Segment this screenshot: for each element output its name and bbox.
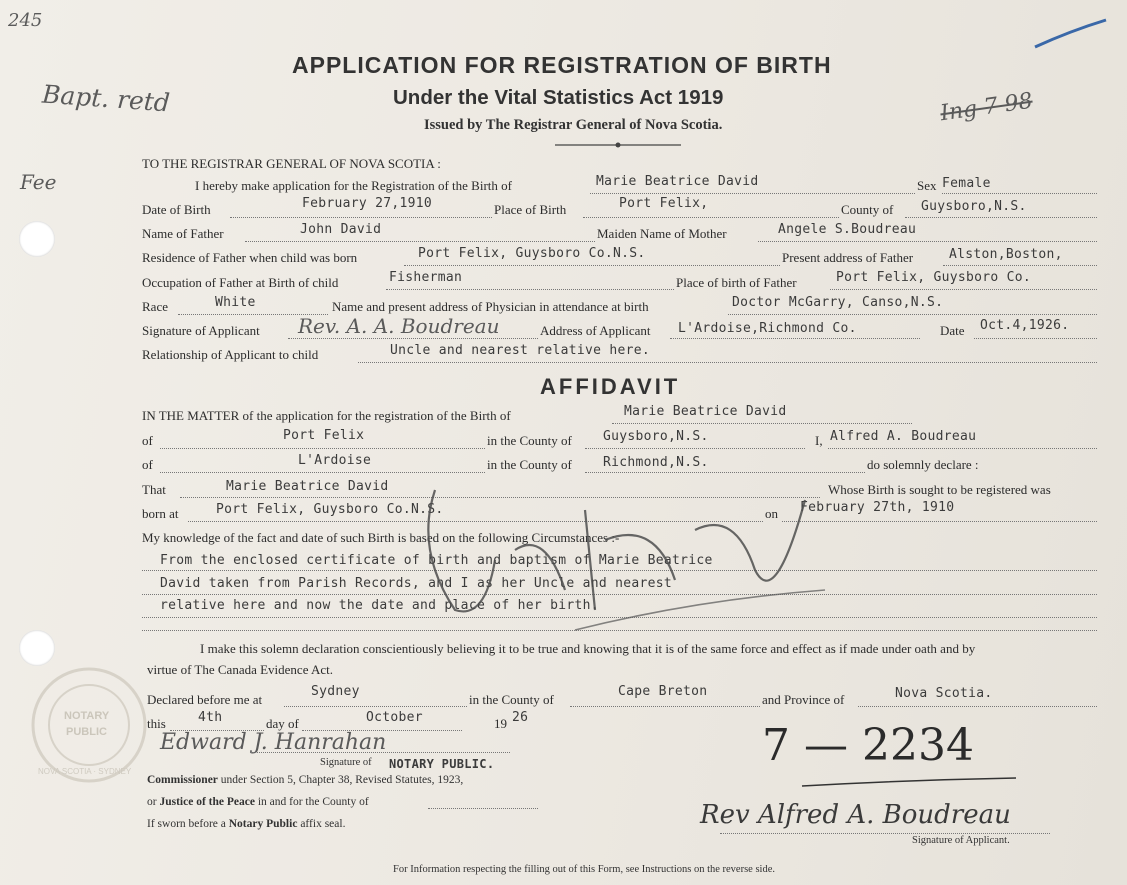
county2-label: in the County of [487, 457, 572, 472]
this-label: this [147, 716, 166, 731]
county3-label: in the County of [469, 692, 554, 707]
father-value: John David [300, 222, 382, 237]
that-name: Marie Beatrice David [226, 479, 389, 494]
present-address-value: Alston,Boston, [949, 247, 1063, 262]
seal-text-1: NOTARY [64, 710, 110, 722]
county1-value: Guysboro,N.S. [603, 429, 709, 444]
residence-value: Port Felix, Guysboro Co.N.S. [418, 246, 646, 261]
physician-value: Doctor McGarry, Canso,N.S. [732, 295, 944, 310]
relationship-label: Relationship of Applicant to child [142, 347, 319, 362]
on-label: on [765, 506, 778, 521]
child-name: Marie Beatrice David [596, 174, 759, 189]
matter-label: IN THE MATTER of the application for the registration of the Birth of [142, 408, 511, 423]
mother-value: Angele S.Boudreau [778, 222, 917, 237]
jp-rest: in and for the County of [257, 796, 369, 808]
born-at-label: born at [142, 506, 179, 521]
circumstance-line-2: David taken from Parish Records, and I as her Uncle and nearest [160, 576, 672, 591]
occupation-label: Occupation of Father at Birth of child [142, 275, 339, 290]
of1-value: Port Felix [283, 428, 365, 443]
declared-label: Declared before me at [147, 692, 263, 707]
registration-number: 7 — 2234 [762, 720, 974, 771]
affidavit-heading: AFFIDAVIT [540, 374, 681, 399]
applicant-sig-label: Signature of Applicant [142, 323, 260, 338]
jp-bold: Justice of the Peace [159, 796, 255, 808]
commissioner-signature: Edward J. Hanrahan [160, 730, 387, 755]
dob-value: February 27,1910 [302, 196, 433, 211]
notary-public-stamp: NOTARY PUBLIC. [389, 757, 495, 771]
father-label: Name of Father [142, 226, 224, 241]
county1-label: in the County of [487, 433, 572, 448]
sex-label: Sex [917, 178, 937, 193]
address-value: L'Ardoise,Richmond Co. [678, 321, 857, 336]
circumstance-line-1: From the enclosed certificate of birth and baptism of Marie Beatrice [160, 553, 713, 568]
declaration-line-2: virtue of The Canada Evidence Act. [147, 662, 334, 677]
county2-value: Richmond,N.S. [603, 455, 709, 470]
of2-label: of [142, 457, 153, 472]
commissioner-rest: under Section 5, Chapter 38, Revised Statutes, 1923, [220, 774, 464, 786]
father-birthplace-value: Port Felix, Guysboro Co. [836, 270, 1032, 285]
day-of-label: day of [266, 716, 299, 731]
present-address-label: Present address of Father [782, 250, 914, 265]
footer-note: For Information respecting the filling out of this Form, see Instructions on the reverse side. [393, 864, 776, 875]
declarant-name: Alfred A. Boudreau [830, 429, 977, 444]
i-label: I, [815, 433, 823, 448]
of2-value: L'Ardoise [298, 453, 372, 468]
day-value: 4th [198, 710, 223, 725]
date-label: Date [940, 323, 965, 338]
sex-value: Female [942, 176, 991, 191]
whose-birth-label: Whose Birth is sought to be registered was [828, 482, 1051, 497]
physician-label: Name and present address of Physician in attendance at birth [332, 299, 649, 314]
relationship-value: Uncle and nearest relative here. [390, 343, 651, 358]
apply-label: I hereby make application for the Registration of the Birth of [195, 178, 512, 193]
fee-note: Fee [20, 170, 57, 194]
mother-label: Maiden Name of Mother [597, 226, 727, 241]
year-prefix: 19 [494, 716, 507, 731]
declared-at-value: Sydney [311, 684, 360, 699]
dob-label: Date of Birth [142, 202, 211, 217]
father-birthplace-label: Place of birth of Father [676, 275, 797, 290]
jp-prefix: or [147, 796, 157, 808]
province-label: and Province of [762, 692, 845, 707]
matter-name: Marie Beatrice David [624, 404, 787, 419]
signature-of-label: Signature of [320, 757, 372, 768]
jp-line [147, 796, 369, 808]
registered-scrawl [395, 470, 835, 640]
form-issuer: Issued by The Registrar General of Nova Scotia. [424, 117, 723, 133]
applicant-signature: Rev Alfred A. Boudreau [700, 800, 1011, 830]
sworn-bold: Notary Public [228, 818, 298, 830]
declaration-line-1: I make this solemn declaration conscientiously believing it to be true and knowing that it is of the same force and effect as if made under oath and by [200, 641, 976, 656]
date-value: Oct.4,1926. [980, 318, 1070, 333]
that-label: That [142, 482, 166, 497]
county3-value: Cape Breton [618, 684, 708, 699]
seal-text-2: PUBLIC [66, 726, 107, 738]
county-label: County of [841, 202, 894, 217]
month-value: October [366, 710, 423, 725]
year-value: 26 [512, 710, 529, 725]
county-value: Guysboro,N.S. [921, 199, 1027, 214]
pob-label: Place of Birth [494, 202, 567, 217]
province-value: Nova Scotia. [895, 686, 993, 701]
applicant-signature-top: Rev. A. A. Boudreau [298, 314, 500, 338]
signature-of-applicant-label: Signature of Applicant. [912, 835, 1010, 846]
to-registrar: TO THE REGISTRAR GENERAL OF NOVA SCOTIA : [142, 156, 441, 171]
of1-label: of [142, 433, 153, 448]
pob-value: Port Felix, [619, 196, 709, 211]
sworn-prefix: If sworn before a [147, 818, 226, 830]
circumstance-line-3: relative here and now the date and place of her birth. [160, 598, 599, 613]
occupation-value: Fisherman [389, 270, 463, 285]
blue-pencil-mark [1030, 15, 1110, 55]
punch-hole-top [19, 221, 55, 257]
residence-label: Residence of Father when child was born [142, 250, 358, 265]
punch-hole-bottom [19, 630, 55, 666]
commissioner-bold: Commissioner [147, 774, 218, 786]
sworn-line [147, 818, 345, 830]
knowledge-label: My knowledge of the fact and date of such Birth is based on the following Circumstances :- [142, 530, 620, 545]
form-subtitle: Under the Vital Statistics Act 1919 [393, 86, 724, 109]
born-on-value: February 27th, 1910 [800, 500, 955, 515]
bapt-note: Bapt. retd [41, 79, 171, 118]
sworn-rest: affix seal. [300, 818, 346, 830]
seal-ring-text: NOVA SCOTIA · SYDNEY [38, 767, 132, 776]
crossed-note: Ing 7 98 [938, 88, 1035, 127]
solemn-label: do solemnly declare : [867, 457, 979, 472]
address-label: Address of Applicant [540, 323, 651, 338]
reg-number-underline [800, 776, 1020, 790]
header-rule [553, 140, 683, 150]
born-at-value: Port Felix, Guysboro Co.N.S. [216, 502, 444, 517]
form-title: APPLICATION FOR REGISTRATION OF BIRTH [292, 52, 832, 78]
race-label: Race [142, 299, 168, 314]
page-number: 245 [8, 10, 43, 31]
race-value: White [215, 295, 256, 310]
commissioner-line [147, 774, 463, 786]
